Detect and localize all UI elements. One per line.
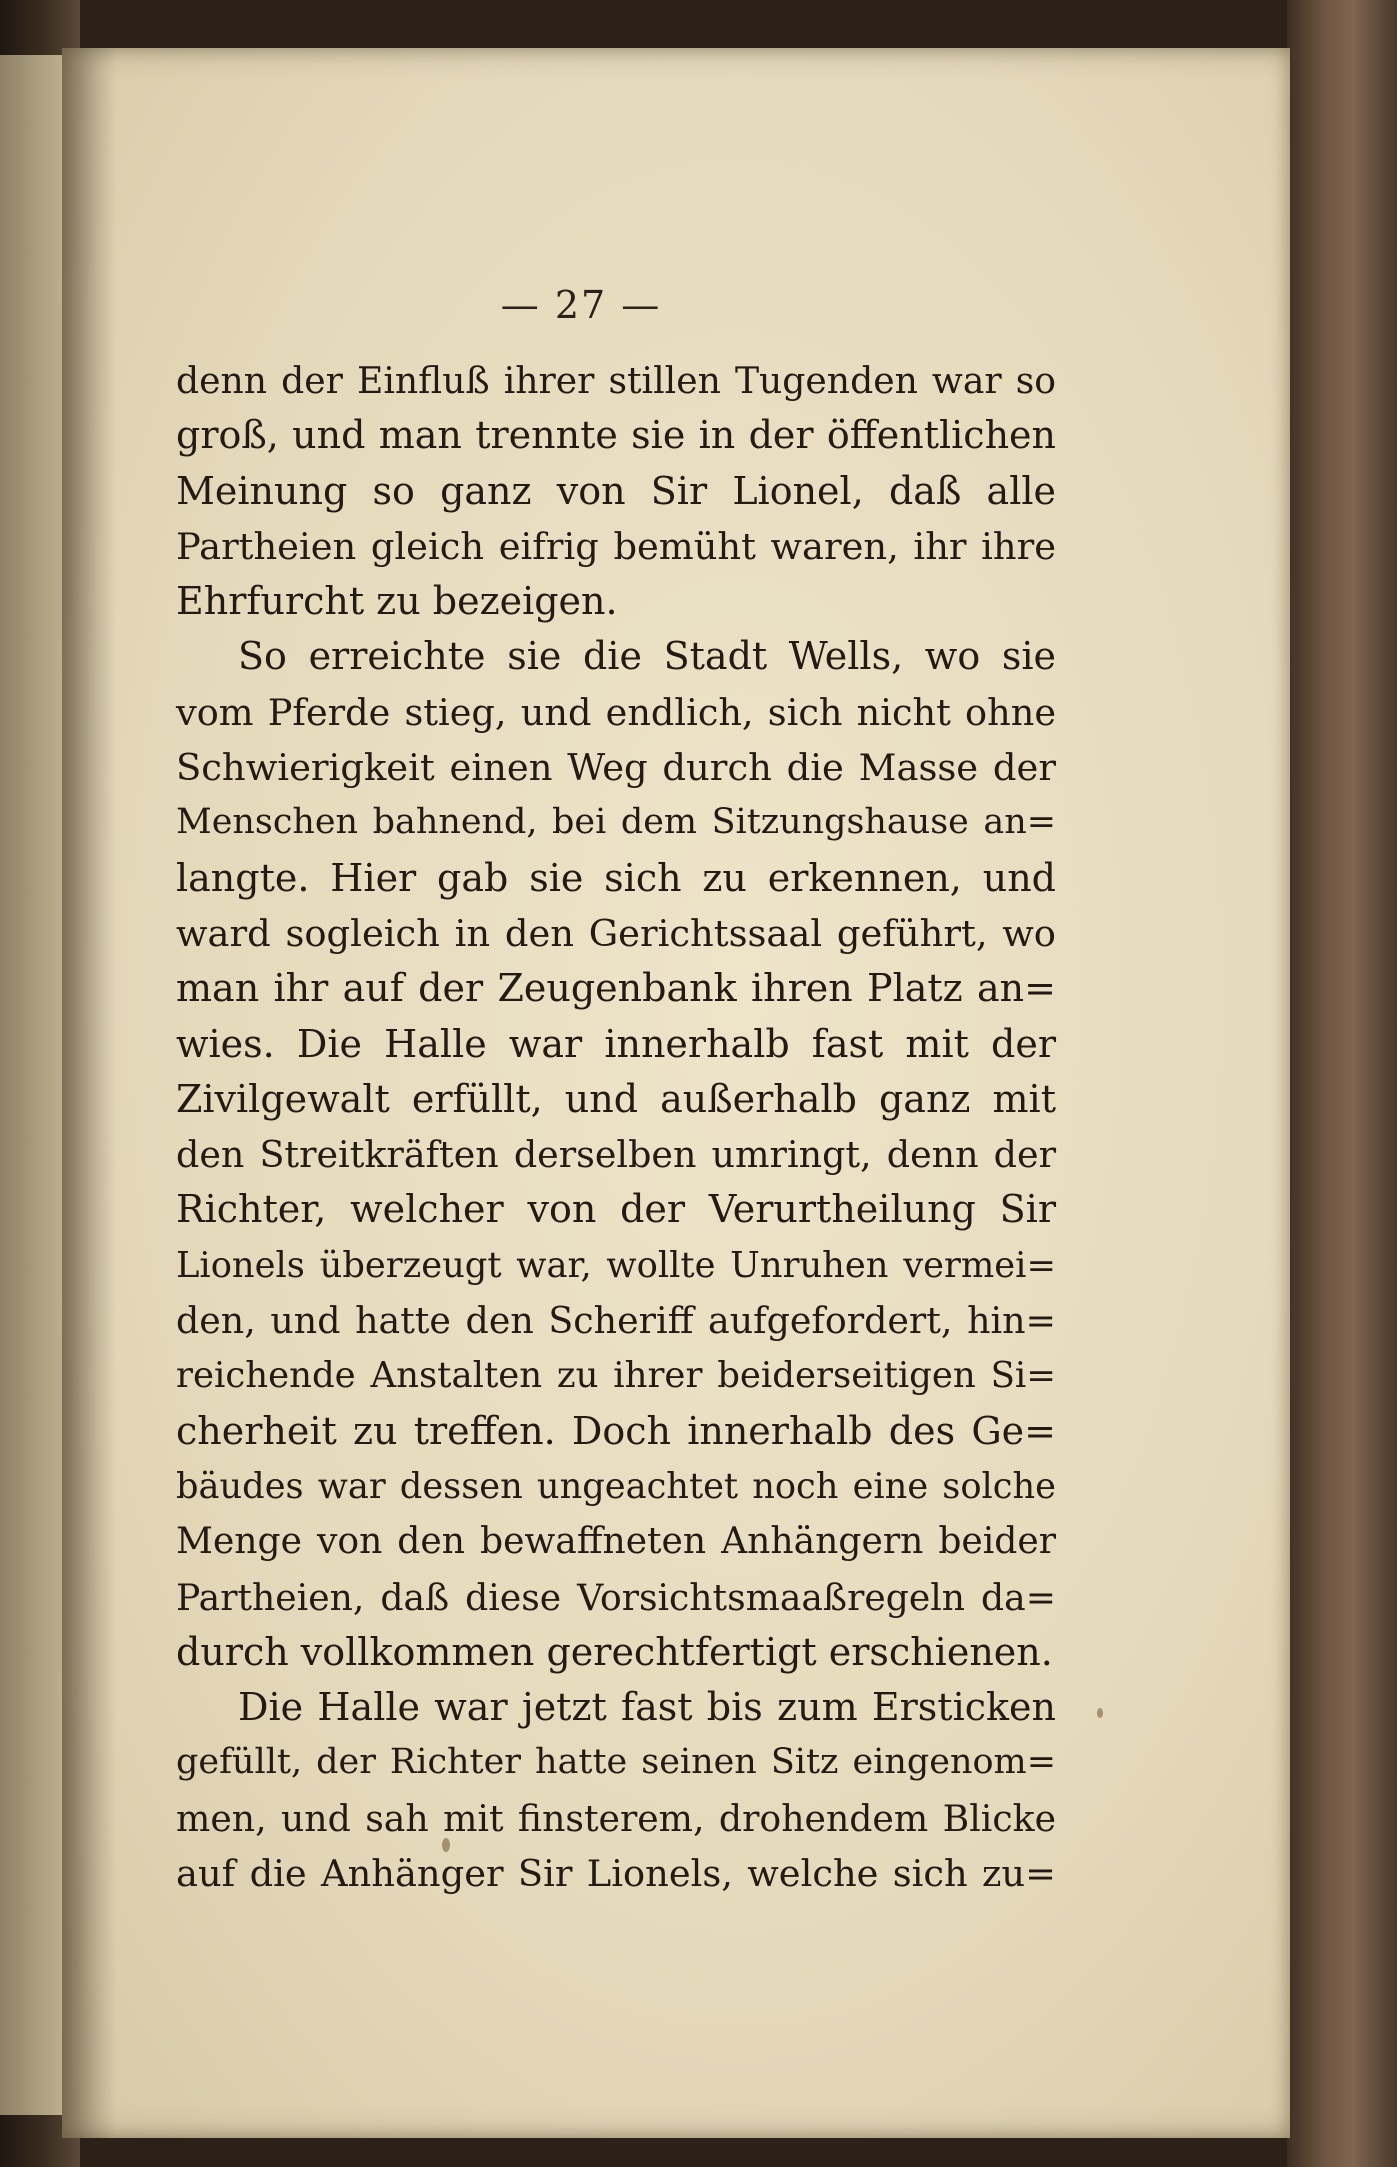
- text-line: Meinung so ganz von Sir Lionel, daß alle: [176, 468, 1056, 513]
- text-line: Richter, welcher von der Verurtheilung Sir: [176, 1187, 1056, 1232]
- text-line: Schwierigkeit einen Weg durch die Masse der: [176, 746, 1056, 790]
- text-line: denn der Einfluß ihrer stillen Tugenden war so: [176, 359, 1056, 402]
- text-line: den, und hatte den Scheriff aufgefordert, hin=: [176, 1299, 1056, 1343]
- text-line: bäudes war dessen ungeachtet noch eine solche: [176, 1465, 1056, 1507]
- book-page: [62, 48, 1290, 2138]
- book-cover-edge: [1287, 0, 1397, 2167]
- text-line: wies. Die Halle war innerhalb fast mit der: [176, 1021, 1056, 1066]
- text-line: auf die Anhänger Sir Lionels, welche sich zu=: [176, 1852, 1056, 1896]
- text-line: men, und sah mit finsterem, drohendem Blicke: [176, 1796, 1056, 1840]
- text-line: man ihr auf der Zeugenbank ihren Platz an=: [176, 966, 1056, 1011]
- text-line: vom Pferde stieg, und endlich, sich nicht ohne: [176, 690, 1056, 734]
- text-line: gefüllt, der Richter hatte seinen Sitz eingenom=: [176, 1742, 1056, 1783]
- text-line: Menge von den bewaffneten Anhängern beider: [176, 1520, 1056, 1563]
- paper-stain: [1097, 1708, 1103, 1718]
- paragraph-start-line: Die Halle war jetzt fast bis zum Ersticken: [238, 1685, 1056, 1730]
- text-line: langte. Hier gab sie sich zu erkennen, und: [176, 855, 1056, 900]
- body-text: [176, 353, 1056, 1901]
- text-line: ward sogleich in den Gerichtssaal geführt, wo: [176, 911, 1056, 955]
- paragraph-start-line: So erreichte sie die Stadt Wells, wo sie: [238, 634, 1056, 679]
- text-line: Partheien, daß diese Vorsichtsmaaßregeln da=: [176, 1575, 1056, 1619]
- text-line: reichende Anstalten zu ihrer beiderseitigen Si=: [176, 1355, 1056, 1397]
- text-line: Lionels überzeugt war, wollte Unruhen vermei=: [176, 1244, 1056, 1286]
- text-line: Partheien gleich eifrig bemüht waren, ihr ihre: [176, 524, 1056, 568]
- page-number: — 27 —: [500, 283, 662, 327]
- text-line: groß, und man trennte sie in der öffentlichen: [176, 413, 1056, 458]
- text-line: Zivilgewalt erfüllt, und außerhalb ganz mit: [176, 1076, 1056, 1121]
- text-line: durch vollkommen gerechtfertigt erschienen.: [176, 1629, 1053, 1674]
- text-line: cherheit zu treffen. Doch innerhalb des Ge=: [176, 1408, 1056, 1453]
- page-gutter-shadow: [62, 48, 117, 2138]
- text-line: den Streitkräften derselben umringt, denn der: [176, 1133, 1056, 1177]
- text-line: Menschen bahnend, bei dem Sitzungshause an=: [176, 802, 1056, 843]
- text-line: Ehrfurcht zu bezeigen.: [176, 579, 618, 624]
